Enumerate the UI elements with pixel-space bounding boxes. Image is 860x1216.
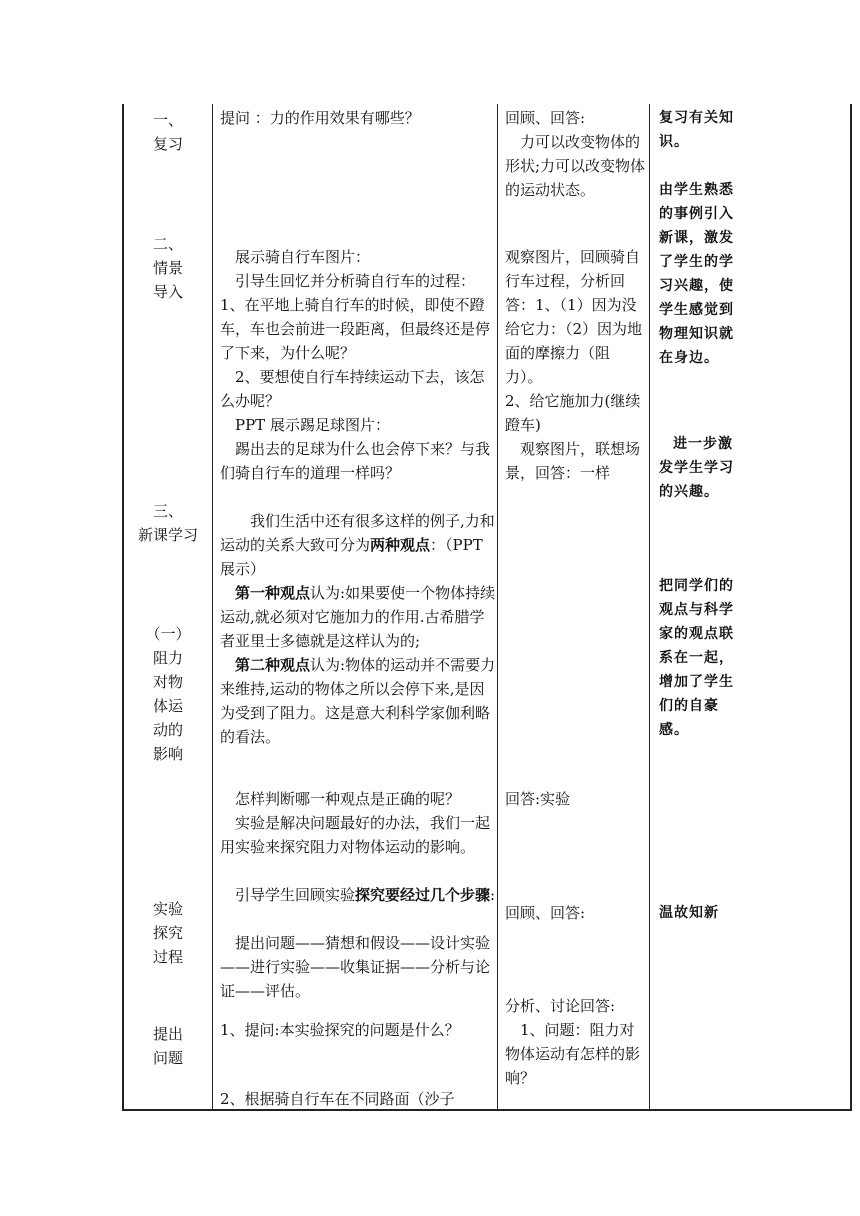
table-border-right [850, 104, 852, 1110]
judge-question: 怎样判断哪一种观点是正确的呢？ [235, 790, 461, 808]
ppt-football-picture: PPT 展示踢足球图片： [235, 416, 390, 434]
first-view: 第一种观点认为:如果要使一个物体持续运动,就必须对它施加力的作用.古希腊学者亚里士多德就是这样认为的; [220, 584, 496, 650]
table-divider-1 [212, 104, 213, 1110]
stage-new-lesson: 三、 新课学习 [137, 502, 198, 544]
guide-bike-analysis: 引导生回忆并分析骑自行车的过程：1、在平地上骑自行车的时候，即使不蹬车，车也会前进一段距离，但最终还是停了下来，为什么呢？ [220, 272, 491, 362]
review-answer: 力可以改变物体的形状;力可以改变物体的运动状态。 [505, 133, 646, 199]
problem-answer: 1、问题：阻力对物体运动有怎样的影响？ [505, 1021, 641, 1087]
further-note: 进一步激发学生学习的兴趣。 [659, 436, 734, 500]
experiment-steps-prompt: 引导学生回顾实验探究要经过几个步骤: [235, 886, 496, 904]
two-views-intro: 我们生活中还有很多这样的例子,力和运动的关系大致可分为两种观点：（PPT 展示） [220, 512, 495, 578]
football-question: 踢出去的足球为什么也会停下来？与我们骑自行车的道理一样吗？ [220, 440, 491, 482]
experiment-answer: 回答:实验 [505, 790, 571, 808]
stage-raise-question: 提出 问题 [152, 1025, 183, 1067]
experiment-steps-list: 提出问题——猜想和假设——设计实验——进行实验——收集证据——分析与论证——评估。 [220, 934, 491, 1000]
second-view: 第二种观点认为:物体的运动并不需要力来维持,运动的物体之所以会停下来,是因为受到了阻力。这是意大利科学家伽利略的看法。 [220, 656, 496, 746]
review-question: 提问 ：力的作用效果有哪些？ [220, 109, 420, 127]
steps-review-answer: 回顾、回答: [505, 904, 586, 922]
road-question: 2、根据骑自行车在不同路面（沙子 [220, 1090, 455, 1108]
teacher-activity-column [214, 104, 497, 1108]
show-bike-picture: 展示骑自行车图片： [235, 248, 371, 266]
problem-question: 1、提问:本实验探究的问题是什么？ [220, 1021, 460, 1039]
review-answer-label: 回顾、回答: [505, 109, 586, 127]
apply-force-answer: 2、给它施加力(继续蹬车) [505, 392, 641, 434]
keep-moving-question: 2、要想使自行车持续运动下去，该怎么办呢？ [220, 368, 485, 410]
design-intent-column [652, 104, 850, 1108]
table-divider-3 [649, 104, 650, 1110]
experiment-best-way: 实验是解决问题最好的办法，我们一起用实验来探究阻力对物体运动的影响。 [220, 814, 491, 856]
stage-experiment: 实验 探究 过程 [152, 900, 183, 966]
intro-note: 由学生熟悉的事例引入新课，激发了学生的学习兴趣，使学生感觉到物理知识就在身边。 [659, 182, 734, 366]
stage-section-1: （一） 阻力 对物 体运 动的 影响 [145, 625, 191, 763]
table-border-bottom [122, 1109, 852, 1111]
review-old-note: 温故知新 [659, 905, 719, 921]
stage-review: 一、 复习 [152, 111, 183, 153]
student-activity-column [499, 104, 648, 1108]
observe-ball-answer: 观察图片，联想场景，回答：一样 [505, 440, 641, 482]
stage-intro: 二、 情景 导入 [152, 235, 183, 301]
analyze-label: 分析、讨论回答: [505, 997, 616, 1015]
review-note: 复习有关知识。 [659, 110, 734, 150]
observe-bike-answer: 观察图片，回顾骑自行车过程，分析回答：1、（1）因为没给它力：（2）因为地面的摩擦力（阻力）。 [505, 248, 643, 386]
stage-column [124, 104, 212, 1108]
link-views-note: 把同学们的观点与科学家的观点联系在一起，增加了学生们的自豪感。 [659, 578, 734, 738]
table-divider-2 [497, 104, 498, 1110]
